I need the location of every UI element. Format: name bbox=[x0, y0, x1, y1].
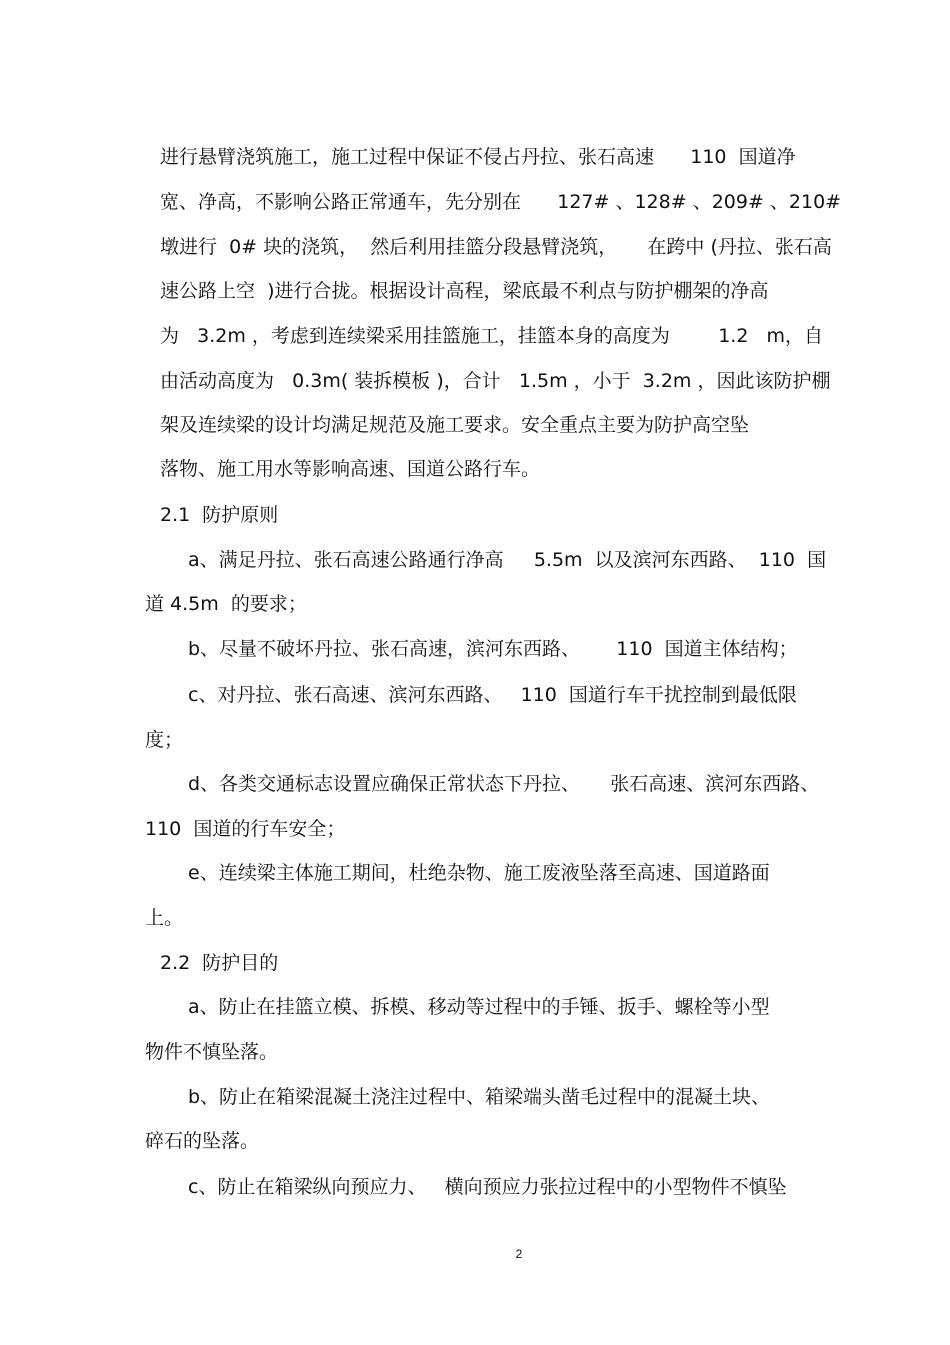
text-line-22: b、防止在箱梁混凝土浇注过程中、箱梁端头凿毛过程中的混凝土块、 bbox=[188, 1086, 771, 1108]
text-line-15: d、各类交通标志设置应确保正常状态下丹拉、 张石高速、滨河东西路、 bbox=[188, 773, 820, 795]
section-heading-2-2: 2.2 防护目的 bbox=[160, 952, 279, 974]
section-heading-2-1: 2.1 防护原则 bbox=[160, 504, 279, 526]
text-line-11: 道 4.5m 的要求； bbox=[145, 593, 307, 615]
text-line-1: 进行悬臂浇筑施工，施工过程中保证不侵占丹拉、张石高速 110 国道净 bbox=[160, 146, 796, 168]
text-line-7: 架及连续梁的设计均满足规范及施工要求。安全重点主要为防护高空坠 bbox=[160, 414, 750, 436]
text-line-2: 宽、净高，不影响公路正常通车，先分别在 127# 、128# 、209# 、210# bbox=[160, 191, 842, 213]
text-line-16: 110 国道的行车安全； bbox=[145, 818, 346, 840]
page-number: 2 bbox=[515, 1247, 523, 1261]
text-line-21: 物件不慎坠落。 bbox=[145, 1041, 279, 1063]
text-line-12: b、尽量不破坏丹拉、张石高速，滨河东西路、 110 国道主体结构； bbox=[188, 638, 798, 660]
text-line-18: 上。 bbox=[145, 907, 184, 929]
text-line-8: 落物、施工用水等影响高速、国道公路行车。 bbox=[160, 458, 541, 480]
text-line-4: 速公路上空 )进行合拢。根据设计高程，梁底最不利点与防护棚架的净高 bbox=[160, 280, 769, 302]
text-line-3: 墩进行 0# 块的浇筑， 然后利用挂篮分段悬臂浇筑， 在跨中 (丹拉、张石高 bbox=[160, 236, 832, 258]
text-line-23: 碎石的坠落。 bbox=[145, 1130, 260, 1152]
text-line-10: a、满足丹拉、张石高速公路通行净高 5.5m 以及滨河东西路、 110 国 bbox=[188, 549, 827, 571]
text-line-24: c、防止在箱梁纵向预应力、 横向预应力张拉过程中的小型物件不慎坠 bbox=[188, 1176, 787, 1198]
text-line-17: e、连续梁主体施工期间，杜绝杂物、施工废液坠落至高速、国道路面 bbox=[188, 862, 770, 884]
text-line-20: a、防止在挂篮立模、拆模、移动等过程中的手锤、扳手、螺栓等小型 bbox=[188, 996, 770, 1018]
text-line-13: c、对丹拉、张石高速、滨河东西路、 110 国道行车干扰控制到最低限 bbox=[188, 684, 797, 706]
text-line-14: 度； bbox=[145, 729, 184, 751]
text-line-5: 为 3.2m ，考虑到连续梁采用挂篮施工，挂篮本身的高度为 1.2 m，自 bbox=[160, 325, 824, 347]
text-line-6: 由活动高度为 0.3m( 装拆模板 )，合计 1.5m ，小于 3.2m ，因此该防护棚 bbox=[160, 370, 831, 392]
